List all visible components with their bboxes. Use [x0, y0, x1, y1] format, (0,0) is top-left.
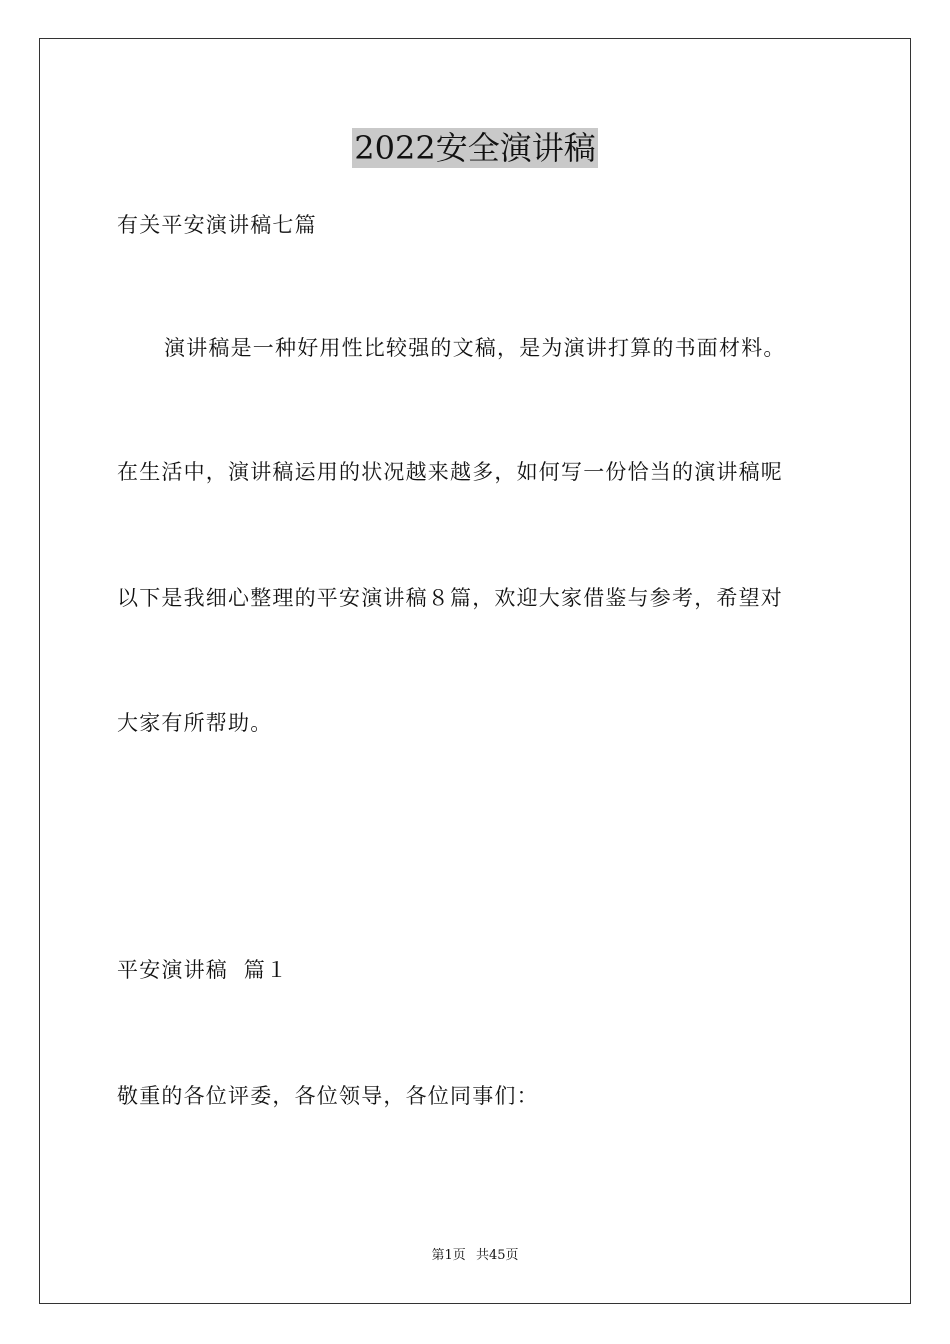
page-footer — [0, 1247, 950, 1265]
document-subtitle: 有关平安演讲稿七篇 — [117, 213, 317, 237]
section-heading: 平安演讲稿 篇１ — [117, 958, 289, 982]
paragraph-line-1: 演讲稿是一种好用性比较强的文稿，是为演讲打算的书面材料。 — [164, 336, 786, 360]
document-title: 2022安全演讲稿 — [354, 129, 596, 167]
paragraph-line-3: 以下是我细心整理的平安演讲稿８篇，欢迎大家借鉴与参考，希望对 — [117, 586, 783, 610]
page-total: 共45页 — [475, 1248, 519, 1263]
paragraph-line-4: 大家有所帮助。 — [117, 711, 273, 735]
title-container — [0, 128, 950, 168]
page-number: 第1页 — [431, 1248, 466, 1263]
greeting-line: 敬重的各位评委，各位领导，各位同事们： — [117, 1084, 539, 1108]
paragraph-line-2: 在生活中，演讲稿运用的状况越来越多，如何写一份恰当的演讲稿呢 — [117, 460, 783, 484]
